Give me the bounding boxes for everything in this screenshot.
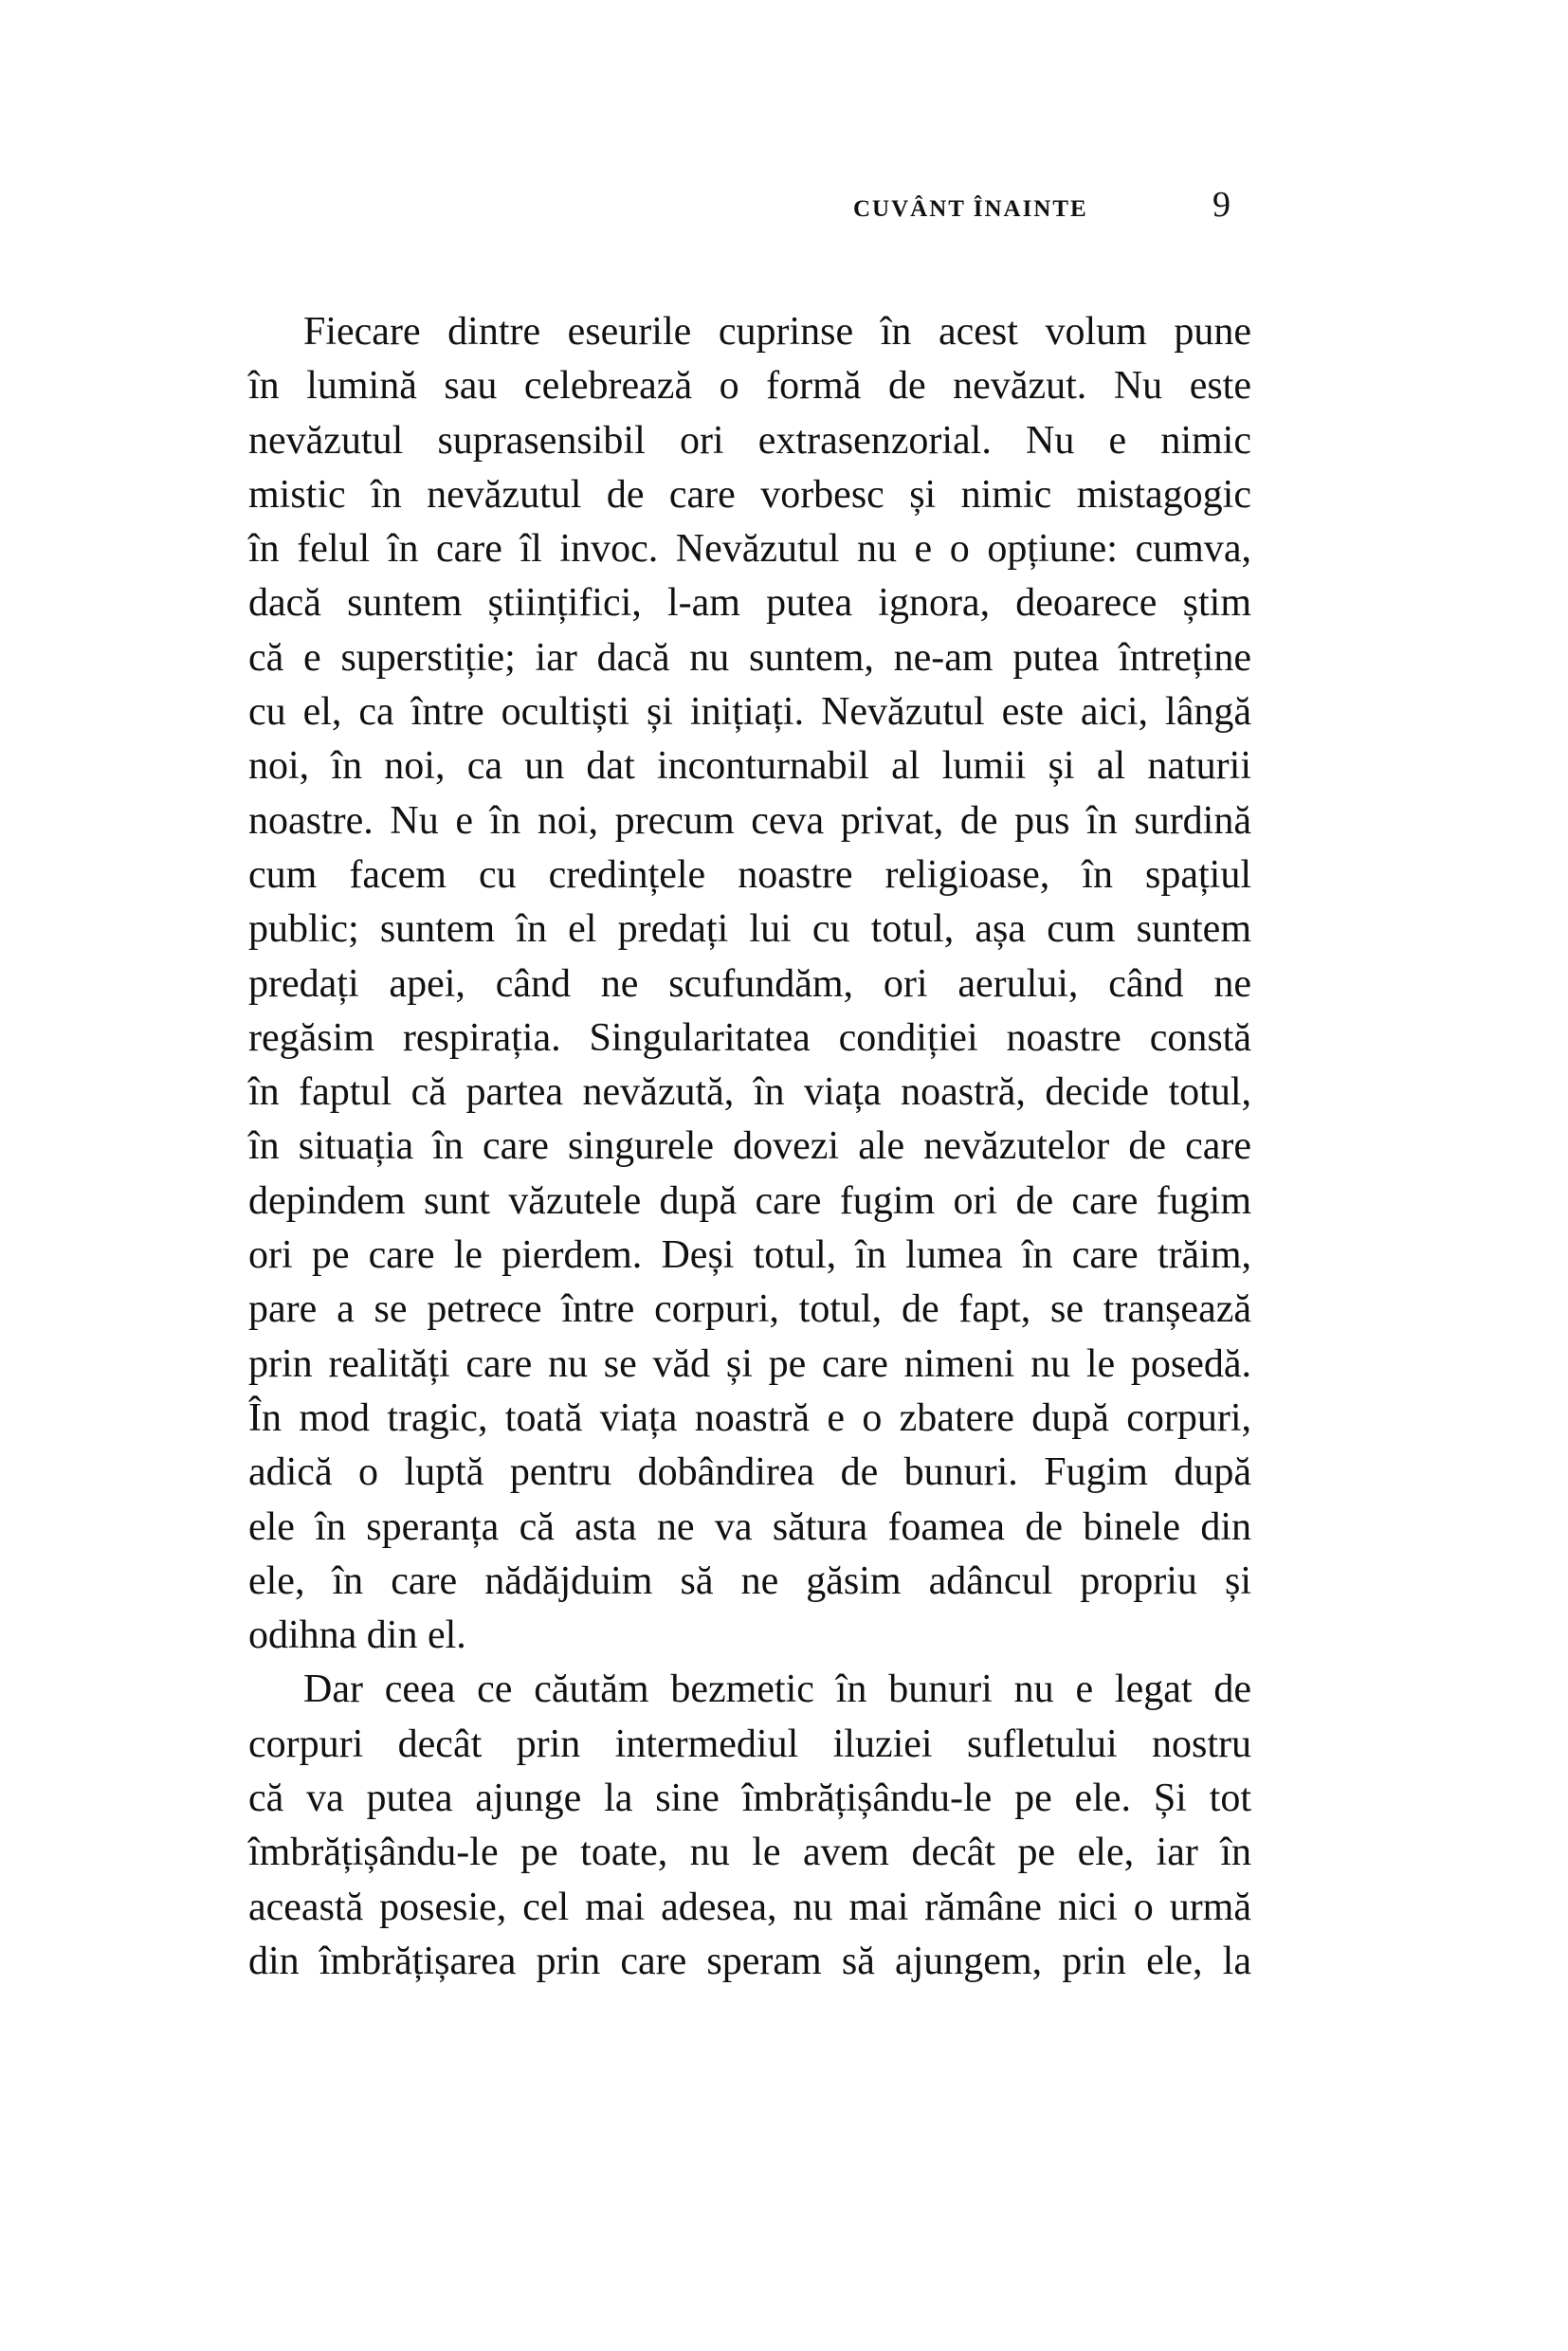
text-line: depindem sunt văzutele după care fugim ori de care fugim: [248, 1178, 1251, 1223]
page-number: 9: [1212, 185, 1231, 225]
text-line: noi, în noi, ca un dat inconturnabil al lumii și al naturii: [248, 744, 1251, 789]
text-line: mistic în nevăzutul de care vorbesc și nimic mistagogic: [248, 472, 1251, 517]
text-line: Dar ceea ce căutăm bezmetic în bunuri nu e legat de: [303, 1668, 1251, 1712]
text-line: dacă suntem științifici, l-am putea ignora, deoarece știm: [248, 581, 1251, 626]
text-line: în faptul că partea nevăzută, în viața noastră, decide totul,: [248, 1070, 1251, 1115]
paragraph-2: [248, 1663, 1251, 1989]
text-line: în lumină sau celebrează o formă de nevăzut. Nu este: [248, 364, 1251, 409]
text-line: cu el, ca între ocultiști și inițiați. Nevăzutul este aici, lângă: [248, 690, 1251, 735]
paragraph-1: [248, 305, 1251, 1663]
text-line: În mod tragic, toată viața noastră e o zbatere după corpuri,: [248, 1395, 1251, 1440]
text-line: prin realități care nu se văd și pe care nimeni nu le posedă.: [248, 1341, 1251, 1386]
text-line: pare a se petrece între corpuri, totul, de fapt, se tranșează: [248, 1287, 1251, 1332]
text-line: odihna din el.: [248, 1613, 466, 1658]
text-line: în felul în care îl invoc. Nevăzutul nu e o opțiune: cumva,: [248, 527, 1251, 572]
text-line: public; suntem în el predați lui cu totul, așa cum suntem: [248, 907, 1251, 952]
running-head: [853, 186, 1251, 233]
text-line: noastre. Nu e în noi, precum ceva privat, de pus în surdină: [248, 798, 1251, 843]
text-line: ele, în care nădăjduim să ne găsim adâncul propriu și: [248, 1558, 1251, 1603]
text-line: că va putea ajunge la sine îmbrățișându-le pe ele. Și tot: [248, 1777, 1251, 1821]
text-line: corpuri decât prin intermediul iluziei sufletului nostru: [248, 1722, 1251, 1766]
text-line: din îmbrățișarea prin care speram să ajungem, prin ele, la: [248, 1939, 1251, 1983]
text-line: ele în speranța că asta ne va sătura foamea de binele din: [248, 1504, 1251, 1549]
text-line: regăsim respirația. Singularitatea condiției noastre constă: [248, 1015, 1251, 1060]
text-line: ori pe care le pierdem. Deși totul, în lumea în care trăim,: [248, 1233, 1251, 1278]
text-line: predați apei, când ne scufundăm, ori aerului, când ne: [248, 961, 1251, 1006]
text-line: Fiecare dintre eseurile cuprinse în acest volum pune: [303, 310, 1251, 354]
text-line: în situația în care singurele dovezi ale nevăzutelor de care: [248, 1124, 1251, 1169]
body-text: [248, 305, 1251, 1989]
text-line: nevăzutul suprasensibil ori extrasenzorial. Nu e nimic: [248, 418, 1251, 463]
text-line: cum facem cu credințele noastre religioase, în spațiul: [248, 852, 1251, 897]
text-line: că e superstiție; iar dacă nu suntem, ne-am putea întreține: [248, 635, 1251, 680]
text-line: îmbrățișându-le pe toate, nu le avem decât pe ele, iar în: [248, 1831, 1251, 1875]
section-title: CUVÂNT ÎNAINTE: [853, 196, 1088, 222]
text-line: adică o luptă pentru dobândirea de bunuri. Fugim după: [248, 1450, 1251, 1495]
text-line: această posesie, cel mai adesea, nu mai rămâne nici o urmă: [248, 1885, 1251, 1929]
